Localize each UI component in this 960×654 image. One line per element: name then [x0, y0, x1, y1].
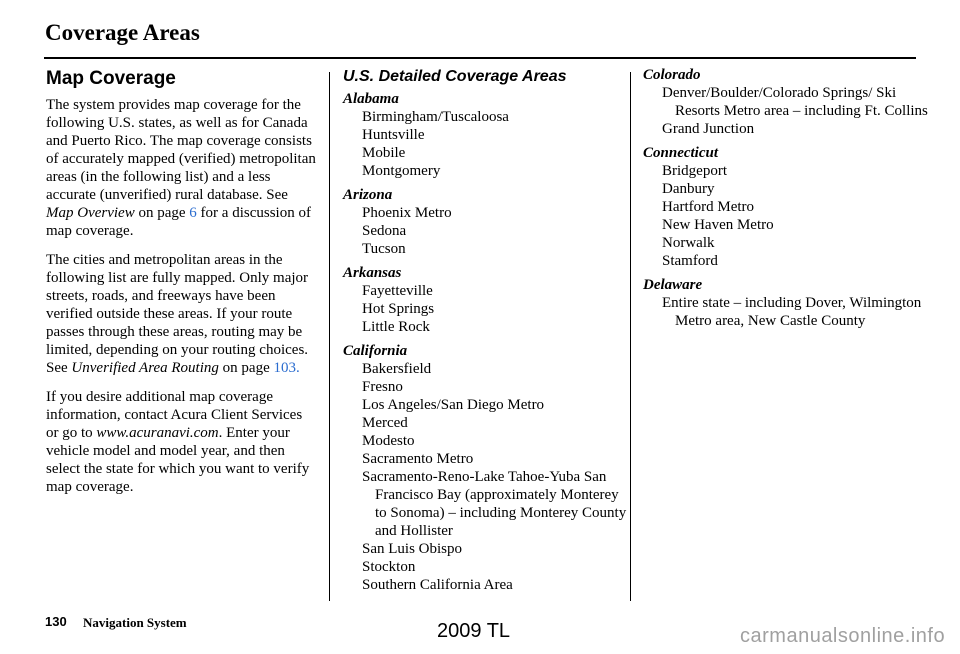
city-item: Birmingham/Tuscaloosa [362, 109, 509, 125]
state-block [643, 144, 928, 270]
city-item: Los Angeles/San Diego Metro [362, 397, 545, 413]
text: . Enter your vehicle model and model year, and then select the state for which you want to verify map coverage. [46, 425, 310, 495]
map-overview-reference: Map Overview [46, 205, 135, 221]
city-item: Merced [362, 415, 408, 431]
state-list [643, 66, 928, 330]
state-name: Delaware [643, 277, 703, 293]
city-item: Denver/Boulder/Colorado Springs/ Ski Resorts Metro area – including Ft. Collins [662, 85, 928, 119]
city-item: Huntsville [362, 127, 425, 143]
state-list [343, 90, 628, 594]
state-block [643, 276, 928, 330]
city-item: Hartford Metro [662, 199, 755, 215]
state-name: Colorado [643, 67, 701, 83]
text: The system provides map coverage for the following U.S. states, as well as for Canada and Puerto Rico. The map coverage consists of accurately mapped (verified) metropolitan areas (in the following list) and a less accurate (unverified) rural database. See [46, 97, 316, 203]
right-column [643, 66, 928, 336]
model-watermark: 2009 TL [437, 620, 511, 642]
state-block [643, 66, 928, 138]
text: for a discussion of map coverage. [46, 205, 311, 239]
text: The cities and metropolitan areas in the following list are fully mapped. Only major streets, roads, and freeways have been verified outside these areas. If your route passes through these areas, routing may be limited, depending on your routing choices. See [46, 252, 309, 376]
website-reference: www.acuranavi.com [96, 425, 219, 441]
state-name: Arizona [343, 187, 393, 203]
state-name: Alabama [343, 91, 399, 107]
state-name: California [343, 343, 408, 359]
city-item: Sacramento-Reno-Lake Tahoe-Yuba San Francisco Bay (approximately Monterey to Sonoma) – including Monterey County and Hollister [362, 469, 627, 539]
city-item: Montgomery [362, 163, 441, 179]
city-item: Sedona [362, 223, 407, 239]
paragraph-3 [46, 388, 316, 496]
text: on page [218, 360, 274, 376]
state-block [343, 186, 628, 258]
page-link[interactable]: 103. [273, 360, 300, 376]
city-item: Stockton [362, 559, 416, 575]
city-item: Phoenix Metro [362, 205, 452, 221]
text: If you desire additional map coverage information, contact Acura Client Services or go to [46, 389, 303, 441]
city-item: Danbury [662, 181, 715, 197]
state-block [343, 342, 628, 594]
city-item: Fayetteville [362, 283, 433, 299]
state-name: Connecticut [643, 145, 719, 161]
city-item: Little Rock [362, 319, 430, 335]
column-divider [329, 72, 330, 601]
city-item: Mobile [362, 145, 406, 161]
state-block [343, 90, 628, 180]
city-item: San Luis Obispo [362, 541, 463, 557]
city-item: Bridgeport [662, 163, 727, 179]
site-watermark: carmanualsonline.info [740, 625, 946, 647]
city-item: Sacramento Metro [362, 451, 474, 467]
page-number: 130 [45, 614, 67, 629]
text: on page [134, 205, 190, 221]
column-divider [630, 72, 631, 601]
paragraph-1 [46, 96, 316, 240]
page-link[interactable]: 6 [189, 205, 197, 221]
city-item: New Haven Metro [662, 217, 774, 233]
section-title-map-coverage: Map Coverage [46, 68, 176, 89]
city-item: Tucson [362, 241, 406, 257]
city-item: Southern California Area [362, 577, 513, 593]
unverified-area-routing-reference: Unverified Area Routing [71, 360, 219, 376]
state-block [343, 264, 628, 336]
city-item: Grand Junction [662, 121, 755, 137]
left-column [46, 66, 316, 507]
paragraph-2 [46, 251, 316, 377]
section-title-us-detailed: U.S. Detailed Coverage Areas [343, 68, 567, 85]
city-item: Entire state – including Dover, Wilmington Metro area, New Castle County [662, 295, 922, 329]
page-title: Coverage Areas [45, 20, 200, 45]
header-rule [44, 57, 916, 59]
city-item: Norwalk [662, 235, 715, 251]
middle-column [343, 66, 628, 600]
footer-label: Navigation System [83, 615, 187, 630]
city-item: Stamford [662, 253, 718, 269]
city-item: Modesto [362, 433, 415, 449]
city-item: Fresno [362, 379, 403, 395]
city-item: Bakersfield [362, 361, 432, 377]
city-item: Hot Springs [362, 301, 435, 317]
state-name: Arkansas [343, 265, 402, 281]
